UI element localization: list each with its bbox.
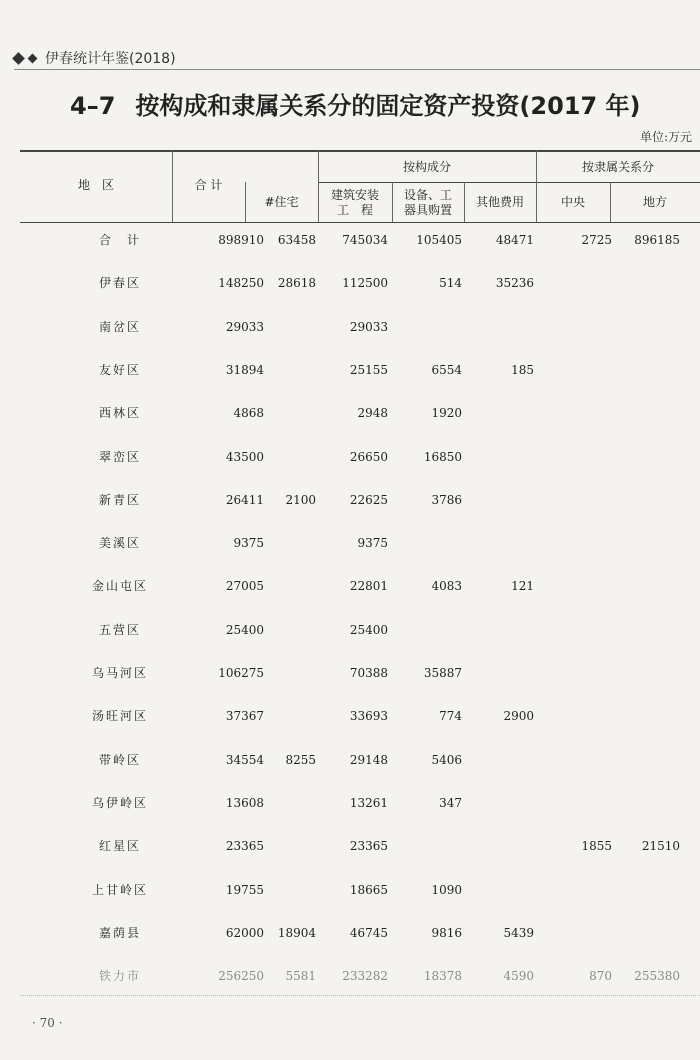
- cell-equipment: 4083: [431, 579, 462, 594]
- cell-total: 43500: [225, 449, 264, 464]
- cell-construction: 18665: [349, 882, 388, 897]
- table-top-rule: [20, 150, 700, 152]
- cell-construction: 23365: [349, 839, 388, 854]
- cell-construction: 745034: [342, 233, 388, 247]
- cell-total: 27005: [225, 579, 264, 594]
- cell-construction: 112500: [342, 276, 388, 291]
- cell-total: 9375: [233, 536, 264, 551]
- cell-total: 898910: [218, 233, 264, 247]
- table-row: [20, 533, 700, 553]
- column-header-other: 其他费用: [475, 195, 524, 209]
- column-header-region: 地 区: [77, 178, 114, 192]
- cell-region: 新青区: [98, 492, 141, 507]
- cell-equipment: 1920: [431, 406, 462, 421]
- cell-total: 13608: [225, 795, 264, 810]
- cell-local: 255380: [634, 969, 680, 984]
- cell-total: 19755: [225, 882, 264, 897]
- column-header-central: 中央: [560, 195, 585, 209]
- column-header-total: 合 计: [194, 178, 223, 192]
- cell-region: 翠峦区: [98, 449, 141, 464]
- table-row: [20, 447, 700, 467]
- cell-housing: 63458: [277, 233, 316, 247]
- column-header-housing: #住宅: [264, 195, 299, 209]
- cell-central: 2725: [581, 233, 612, 247]
- unit-label: 单位:万元: [639, 130, 692, 144]
- cell-construction: 25400: [349, 622, 388, 637]
- table-row: [20, 490, 700, 510]
- column-group-affiliation: 按隶属关系分: [581, 160, 654, 174]
- column-header-equipment: [392, 188, 464, 218]
- cell-region: 五营区: [98, 622, 141, 637]
- cell-region: 伊春区: [98, 276, 141, 291]
- cell-equipment: 5406: [431, 752, 462, 767]
- equipment-line2: 器具购置: [403, 203, 452, 217]
- column-group-composition: 按构成分: [402, 160, 451, 174]
- cell-other: 35236: [495, 276, 534, 291]
- cell-construction: 25155: [349, 362, 388, 377]
- cell-region: 汤旺河区: [91, 709, 148, 724]
- cell-total: 37367: [225, 709, 264, 724]
- cell-construction: 29033: [349, 319, 388, 334]
- cell-equipment: 1090: [431, 882, 462, 897]
- diamond-icon: [12, 52, 25, 65]
- table-row: [20, 836, 700, 856]
- cell-region: 嘉荫县: [98, 925, 141, 940]
- cell-region: 美溪区: [98, 536, 141, 551]
- table-row: [20, 706, 700, 726]
- table-row: [20, 317, 700, 337]
- table-row: [20, 750, 700, 770]
- cell-housing: 2100: [285, 492, 316, 507]
- column-header-local: 地方: [642, 195, 667, 209]
- cell-equipment: 105405: [416, 233, 462, 247]
- cell-central: 870: [589, 969, 612, 984]
- cell-equipment: 347: [439, 795, 462, 810]
- table-row: [20, 273, 700, 293]
- column-header-construction: [318, 188, 392, 218]
- table-row: [20, 793, 700, 813]
- cell-total: 26411: [225, 492, 264, 507]
- cell-total: 23365: [225, 839, 264, 854]
- table-row: [20, 966, 700, 986]
- cell-region: 南岔区: [98, 319, 141, 334]
- cell-equipment: 35887: [423, 666, 462, 680]
- cell-local: 896185: [634, 233, 680, 247]
- cell-construction: 13261: [349, 795, 388, 810]
- table-row: [20, 923, 700, 943]
- cell-region: 乌马河区: [91, 666, 148, 680]
- cell-other: 121: [511, 579, 534, 594]
- cell-equipment: 3786: [431, 492, 462, 507]
- cell-region: 红星区: [98, 839, 141, 854]
- cell-housing: 5581: [285, 969, 316, 984]
- table-row: [20, 360, 700, 380]
- table-title-text: 按构成和隶属关系分的固定资产投资(2017 年): [135, 92, 641, 120]
- cell-region: 上甘岭区: [91, 882, 148, 897]
- cell-total: 148250: [218, 276, 264, 291]
- running-header: [14, 48, 176, 68]
- table-row: [20, 403, 700, 423]
- cell-region: 带岭区: [98, 752, 141, 767]
- cell-region: 友好区: [98, 362, 141, 377]
- group-rule: [318, 182, 700, 183]
- cell-equipment: 6554: [431, 362, 462, 377]
- cell-total: 106275: [218, 666, 264, 680]
- cell-region: 乌伊岭区: [91, 795, 148, 810]
- cell-construction: 29148: [349, 752, 388, 767]
- cell-construction: 2948: [357, 406, 388, 421]
- cell-total: 62000: [225, 925, 264, 940]
- cell-local: 21510: [641, 839, 680, 854]
- cell-other: 4590: [503, 969, 534, 984]
- cell-housing: 28618: [277, 276, 316, 291]
- cell-equipment: 774: [439, 709, 462, 724]
- header-rule: [14, 69, 700, 70]
- cell-housing: 8255: [285, 752, 316, 767]
- cell-construction: 9375: [357, 536, 388, 551]
- cell-construction: 233282: [342, 969, 388, 984]
- cell-region: 合 计: [98, 233, 141, 247]
- table-title: [70, 86, 641, 121]
- cell-total: 34554: [225, 752, 264, 767]
- cell-equipment: 18378: [423, 969, 462, 984]
- cell-construction: 26650: [349, 449, 388, 464]
- cell-other: 2900: [503, 709, 534, 724]
- cell-region: 西林区: [98, 406, 141, 421]
- cell-total: 256250: [218, 969, 264, 984]
- construction-line2: 工 程: [336, 203, 373, 217]
- table-row: [20, 620, 700, 640]
- table-row: [20, 663, 700, 683]
- footer-rule: [20, 995, 700, 996]
- cell-construction: 70388: [349, 666, 388, 680]
- book-title: 伊春统计年鉴(2018): [45, 51, 176, 67]
- cell-other: 185: [511, 362, 534, 377]
- cell-equipment: 9816: [431, 925, 462, 940]
- construction-line1: 建筑安装: [330, 188, 379, 202]
- cell-region: 金山屯区: [91, 579, 148, 594]
- page-number: · 70 ·: [32, 1016, 63, 1030]
- cell-total: 4868: [233, 406, 264, 421]
- cell-equipment: 514: [439, 276, 462, 291]
- header-bottom-rule: [20, 222, 700, 223]
- cell-total: 31894: [225, 362, 264, 377]
- cell-construction: 33693: [349, 709, 388, 724]
- cell-construction: 46745: [349, 925, 388, 940]
- cell-other: 48471: [495, 233, 534, 247]
- cell-total: 29033: [225, 319, 264, 334]
- cell-construction: 22625: [349, 492, 388, 507]
- table-row: [20, 880, 700, 900]
- cell-construction: 22801: [349, 579, 388, 594]
- cell-region: 铁力市: [98, 969, 141, 984]
- cell-other: 5439: [503, 925, 534, 940]
- table-number: 4–7: [70, 92, 116, 120]
- equipment-line1: 设备、工: [403, 188, 452, 202]
- diamond-icon: [28, 53, 38, 63]
- cell-central: 1855: [581, 839, 612, 854]
- cell-total: 25400: [225, 622, 264, 637]
- cell-equipment: 16850: [423, 449, 462, 464]
- cell-housing: 18904: [277, 925, 316, 940]
- table-row: [20, 576, 700, 596]
- table-row: [20, 230, 700, 250]
